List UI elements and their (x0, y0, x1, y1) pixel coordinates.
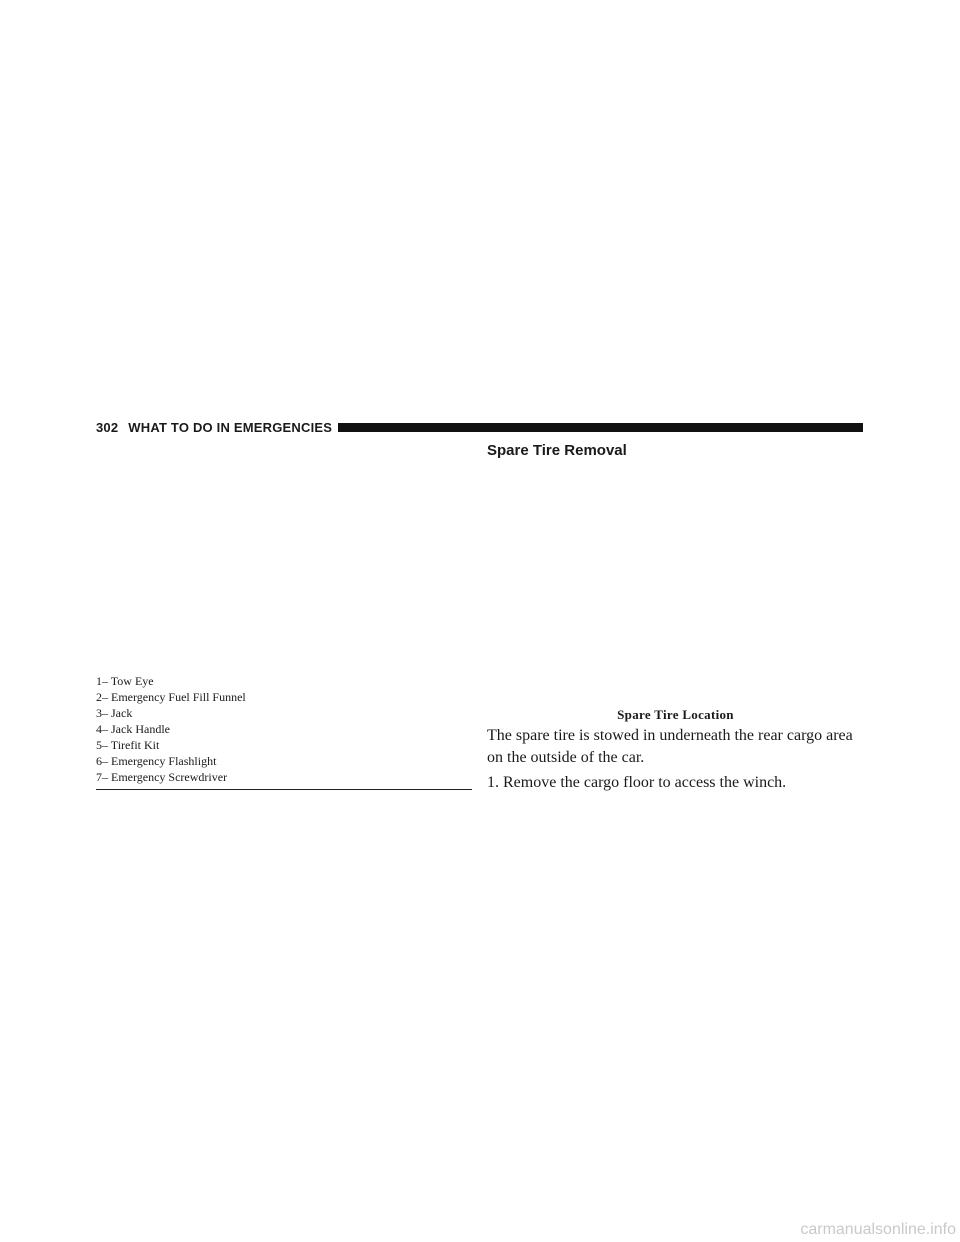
figure-caption: Spare Tire Location (617, 707, 734, 722)
legend-item: 2– Emergency Fuel Fill Funnel (96, 690, 246, 704)
step-paragraph: 1. Remove the cargo floor to access the winch. (487, 774, 787, 791)
header-rule (338, 423, 863, 432)
section-name: WHAT TO DO IN EMERGENCIES (128, 419, 333, 435)
legend-item: 7– Emergency Screwdriver (96, 770, 228, 784)
legend-item: 6– Emergency Flashlight (96, 754, 217, 768)
legend-item: 3– Jack (96, 706, 133, 720)
legend-item: 1– Tow Eye (96, 674, 154, 688)
legend-item: 4– Jack Handle (96, 722, 170, 736)
body-paragraph: The spare tire is stowed in underneath the rear cargo area on the outside of the car. (487, 727, 853, 766)
figure-legend (96, 673, 472, 790)
watermark-footer: carmanualsonline.info (800, 1221, 956, 1238)
section-title: Spare Tire Removal (487, 442, 627, 459)
legend-item: 5– Tirefit Kit (96, 738, 160, 752)
page-number: 302 (96, 419, 119, 435)
page-header (96, 419, 863, 435)
